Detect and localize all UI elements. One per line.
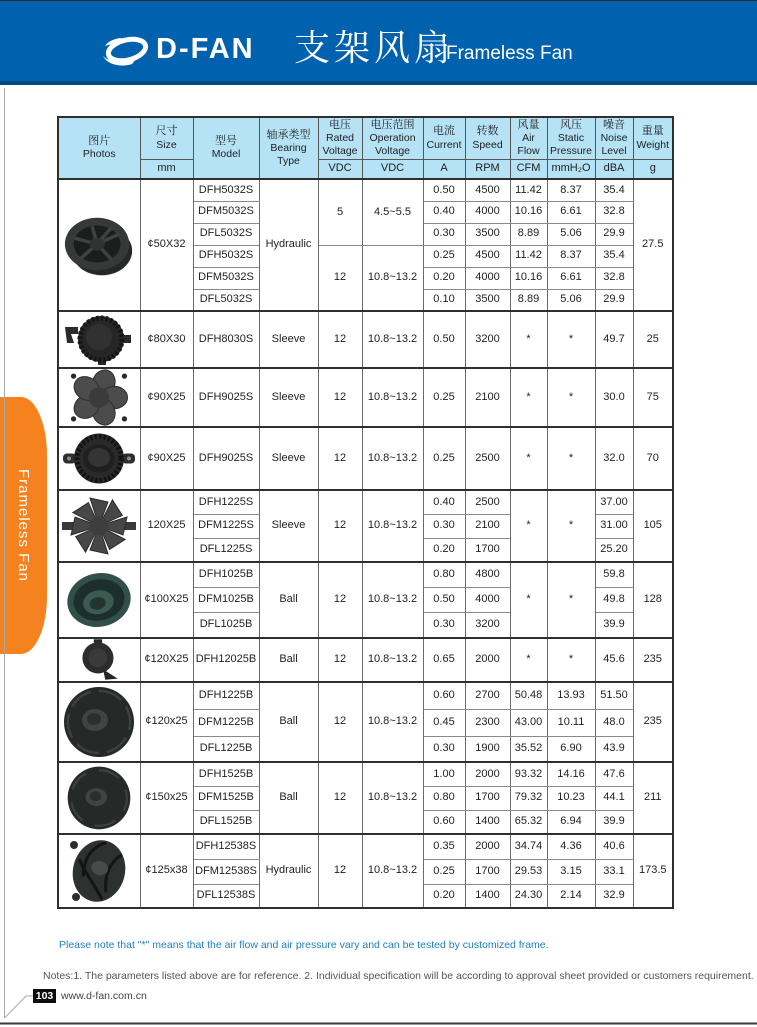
noise-cell: 29.9	[595, 223, 633, 245]
side-tab-label: Frameless Fan	[15, 468, 32, 583]
fan-photo	[58, 834, 140, 908]
airflow-cell: 11.42	[510, 179, 547, 201]
weight-cell: 70	[633, 427, 673, 490]
model-cell: DFM12538S	[193, 859, 259, 884]
noise-cell: 48.0	[595, 709, 633, 736]
model-cell: DFH1225B	[193, 682, 259, 709]
speed-cell: 4500	[465, 179, 510, 201]
voltage-cell: 12	[318, 245, 362, 311]
voltage-range-cell: 10.8~13.2	[362, 834, 423, 908]
model-cell: DFH9025S	[193, 427, 259, 490]
noise-cell: 49.8	[595, 587, 633, 612]
bearing-cell: Hydraulic	[259, 834, 318, 908]
size-cell: ¢120x25	[140, 682, 193, 762]
current-cell: 0.25	[423, 245, 465, 267]
voltage-range-cell: 10.8~13.2	[362, 562, 423, 638]
current-cell: 0.50	[423, 179, 465, 201]
size-cell: ¢150x25	[140, 762, 193, 834]
brand-logo-text: D-FAN	[156, 33, 255, 65]
model-cell: DFH12538S	[193, 834, 259, 859]
current-cell: 0.25	[423, 368, 465, 427]
voltage-cell: 12	[318, 311, 362, 368]
current-cell: 0.50	[423, 587, 465, 612]
current-cell: 0.20	[423, 884, 465, 908]
voltage-range-cell: 10.8~13.2	[362, 245, 423, 311]
header-row	[58, 117, 673, 159]
bearing-cell: Sleeve	[259, 368, 318, 427]
spec-row	[58, 834, 673, 859]
pressure-cell: *	[547, 490, 595, 562]
website-url: www.d-fan.com.cn	[61, 990, 147, 1002]
pressure-cell: 13.93	[547, 682, 595, 709]
speed-cell: 1400	[465, 810, 510, 834]
col-header-size: 尺寸 Size	[140, 117, 193, 159]
airflow-cell: *	[510, 427, 547, 490]
fan-photo	[58, 682, 140, 762]
current-cell: 0.80	[423, 786, 465, 810]
bearing-cell: Sleeve	[259, 427, 318, 490]
speed-cell: 1400	[465, 884, 510, 908]
weight-cell: 105	[633, 490, 673, 562]
size-cell: ¢120X25	[140, 638, 193, 682]
voltage-cell: 12	[318, 427, 362, 490]
spec-row	[58, 562, 673, 587]
page-number-badge: 103	[33, 989, 56, 1003]
noise-cell: 35.4	[595, 245, 633, 267]
voltage-range-cell: 10.8~13.2	[362, 682, 423, 762]
model-cell: DFL5032S	[193, 223, 259, 245]
speed-cell: 2500	[465, 490, 510, 514]
col-header-rated-voltage: 电压 Rated Voltage	[318, 117, 362, 159]
spec-row	[58, 179, 673, 201]
noise-cell: 32.9	[595, 884, 633, 908]
pressure-cell: 5.06	[547, 223, 595, 245]
model-cell: DFM1225B	[193, 709, 259, 736]
airflow-cell: 8.89	[510, 223, 547, 245]
speed-cell: 3200	[465, 311, 510, 368]
noise-cell: 44.1	[595, 786, 633, 810]
weight-cell: 128	[633, 562, 673, 638]
current-cell: 0.40	[423, 201, 465, 223]
spec-row	[58, 490, 673, 514]
speed-cell: 1900	[465, 736, 510, 762]
speed-cell: 4000	[465, 267, 510, 289]
current-cell: 0.30	[423, 514, 465, 538]
pressure-cell: 10.11	[547, 709, 595, 736]
speed-cell: 4800	[465, 562, 510, 587]
size-cell: 120X25	[140, 490, 193, 562]
speed-cell: 1700	[465, 859, 510, 884]
pressure-cell: *	[547, 311, 595, 368]
unit-mmh2o: mmH₂O	[547, 159, 595, 179]
airflow-cell: 10.16	[510, 267, 547, 289]
voltage-range-cell: 10.8~13.2	[362, 311, 423, 368]
noise-cell: 43.9	[595, 736, 633, 762]
bearing-cell: Ball	[259, 562, 318, 638]
spec-row	[58, 682, 673, 709]
pressure-cell: 3.15	[547, 859, 595, 884]
pressure-cell: *	[547, 368, 595, 427]
pressure-cell: 6.90	[547, 736, 595, 762]
airflow-cell: 24.30	[510, 884, 547, 908]
weight-cell: 235	[633, 682, 673, 762]
unit-rpm: RPM	[465, 159, 510, 179]
spec-row	[58, 311, 673, 368]
page-title-english: Frameless Fan	[446, 43, 573, 64]
col-header-model: 型号 Model	[193, 117, 259, 179]
size-cell: ¢80X30	[140, 311, 193, 368]
airflow-cell: 50.48	[510, 682, 547, 709]
noise-cell: 32.8	[595, 267, 633, 289]
fan-photo	[58, 368, 140, 427]
current-cell: 0.40	[423, 490, 465, 514]
voltage-range-cell: 10.8~13.2	[362, 638, 423, 682]
col-header-noise-level: 噪音 Noise Level	[595, 117, 633, 159]
weight-cell: 27.5	[633, 179, 673, 311]
airflow-cell: *	[510, 311, 547, 368]
model-cell: DFM1025B	[193, 587, 259, 612]
pressure-cell: 6.61	[547, 267, 595, 289]
size-cell: ¢90X25	[140, 368, 193, 427]
model-cell: DFH5032S	[193, 179, 259, 201]
speed-cell: 2000	[465, 834, 510, 859]
col-header-static-pressure: 风压 Static Pressure	[547, 117, 595, 159]
bearing-cell: Ball	[259, 638, 318, 682]
noise-cell: 45.6	[595, 638, 633, 682]
current-cell: 0.35	[423, 834, 465, 859]
speed-cell: 3200	[465, 612, 510, 638]
fan-photo	[58, 562, 140, 638]
current-cell: 0.60	[423, 682, 465, 709]
noise-cell: 39.9	[595, 810, 633, 834]
unit-vdc-rated: VDC	[318, 159, 362, 179]
speed-cell: 1700	[465, 538, 510, 562]
voltage-cell: 12	[318, 682, 362, 762]
airflow-cell: 43.00	[510, 709, 547, 736]
voltage-range-cell: 10.8~13.2	[362, 762, 423, 834]
model-cell: DFH1525B	[193, 762, 259, 786]
current-cell: 0.45	[423, 709, 465, 736]
noise-cell: 29.9	[595, 289, 633, 311]
model-cell: DFH12025B	[193, 638, 259, 682]
noise-cell: 40.6	[595, 834, 633, 859]
fan-photo	[58, 638, 140, 682]
weight-cell: 25	[633, 311, 673, 368]
model-cell: DFL1025B	[193, 612, 259, 638]
speed-cell: 2500	[465, 427, 510, 490]
spec-row	[58, 638, 673, 682]
noise-cell: 31.00	[595, 514, 633, 538]
pressure-cell: *	[547, 427, 595, 490]
col-header-operation-voltage: 电压范围 Operation Voltage	[362, 117, 423, 159]
noise-cell: 39.9	[595, 612, 633, 638]
pressure-cell: 5.06	[547, 289, 595, 311]
unit-vdc-operation: VDC	[362, 159, 423, 179]
airflow-cell: 34.74	[510, 834, 547, 859]
speed-cell: 1700	[465, 786, 510, 810]
airflow-cell: *	[510, 562, 547, 638]
airflow-cell: *	[510, 368, 547, 427]
speed-cell: 2000	[465, 762, 510, 786]
airflow-cell: 35.52	[510, 736, 547, 762]
speed-cell: 2300	[465, 709, 510, 736]
col-header-air-flow: 风量 Air Flow	[510, 117, 547, 159]
fan-photo	[58, 490, 140, 562]
pressure-cell: 8.37	[547, 245, 595, 267]
model-cell: DFL5032S	[193, 289, 259, 311]
airflow-cell: *	[510, 490, 547, 562]
speed-cell: 4000	[465, 201, 510, 223]
col-header-photos: 图片 Photos	[58, 117, 140, 179]
airflow-cell: 11.42	[510, 245, 547, 267]
model-cell: DFL1225S	[193, 538, 259, 562]
airflow-cell: 10.16	[510, 201, 547, 223]
reference-notes: Notes:1. The parameters listed above are for reference. 2. Individual specification will be according to approval sheet provided or customers requirement.	[43, 970, 754, 982]
current-cell: 0.25	[423, 859, 465, 884]
pressure-cell: 6.61	[547, 201, 595, 223]
size-cell: ¢125x38	[140, 834, 193, 908]
airflow-cell: 65.32	[510, 810, 547, 834]
bearing-cell: Ball	[259, 682, 318, 762]
fan-photo	[58, 179, 140, 311]
airflow-cell: 29.53	[510, 859, 547, 884]
speed-cell: 2100	[465, 514, 510, 538]
pressure-cell: 6.94	[547, 810, 595, 834]
noise-cell: 49.7	[595, 311, 633, 368]
model-cell: DFH5032S	[193, 245, 259, 267]
weight-cell: 211	[633, 762, 673, 834]
voltage-cell: 12	[318, 562, 362, 638]
unit-mm: mm	[140, 159, 193, 179]
col-header-speed: 转数 Speed	[465, 117, 510, 159]
fan-swoosh-icon	[102, 34, 150, 68]
current-cell: 0.30	[423, 223, 465, 245]
voltage-range-cell: 10.8~13.2	[362, 427, 423, 490]
pressure-cell: *	[547, 638, 595, 682]
voltage-cell: 5	[318, 179, 362, 245]
speed-cell: 4500	[465, 245, 510, 267]
voltage-cell: 12	[318, 368, 362, 427]
noise-cell: 37.00	[595, 490, 633, 514]
model-cell: DFL1225B	[193, 736, 259, 762]
unit-gram: g	[633, 159, 673, 179]
voltage-cell: 12	[318, 834, 362, 908]
voltage-cell: 12	[318, 490, 362, 562]
model-cell: DFM1225S	[193, 514, 259, 538]
weight-cell: 75	[633, 368, 673, 427]
pressure-cell: 4.36	[547, 834, 595, 859]
voltage-cell: 12	[318, 762, 362, 834]
size-cell: ¢50X32	[140, 179, 193, 311]
spec-table	[57, 116, 674, 909]
speed-cell: 3500	[465, 223, 510, 245]
current-cell: 0.10	[423, 289, 465, 311]
noise-cell: 59.8	[595, 562, 633, 587]
current-cell: 0.25	[423, 427, 465, 490]
noise-cell: 25.20	[595, 538, 633, 562]
speed-cell: 2700	[465, 682, 510, 709]
size-cell: ¢90X25	[140, 427, 193, 490]
speed-cell: 2100	[465, 368, 510, 427]
noise-cell: 32.8	[595, 201, 633, 223]
model-cell: DFL1525B	[193, 810, 259, 834]
current-cell: 1.00	[423, 762, 465, 786]
current-cell: 0.50	[423, 311, 465, 368]
pressure-cell: 2.14	[547, 884, 595, 908]
airflow-cell: 8.89	[510, 289, 547, 311]
weight-cell: 235	[633, 638, 673, 682]
spec-row	[58, 762, 673, 786]
pressure-cell: 10.23	[547, 786, 595, 810]
top-banner	[0, 0, 757, 85]
current-cell: 0.20	[423, 538, 465, 562]
airflow-cell: *	[510, 638, 547, 682]
noise-cell: 35.4	[595, 179, 633, 201]
current-cell: 0.80	[423, 562, 465, 587]
spec-row	[58, 427, 673, 490]
pressure-cell: *	[547, 562, 595, 638]
fan-photo	[58, 762, 140, 834]
col-header-bearing-type: 轴承类型 Bearing Type	[259, 117, 318, 179]
bearing-cell: Sleeve	[259, 311, 318, 368]
airflow-cell: 93.32	[510, 762, 547, 786]
voltage-range-cell: 10.8~13.2	[362, 368, 423, 427]
units-row	[58, 159, 673, 179]
noise-cell: 33.1	[595, 859, 633, 884]
current-cell: 0.60	[423, 810, 465, 834]
unit-dba: dBA	[595, 159, 633, 179]
current-cell: 0.20	[423, 267, 465, 289]
spec-row	[58, 368, 673, 427]
current-cell: 0.30	[423, 736, 465, 762]
side-tab-frameless-fan	[0, 397, 47, 654]
voltage-cell: 12	[318, 638, 362, 682]
bearing-cell: Sleeve	[259, 490, 318, 562]
model-cell: DFM5032S	[193, 267, 259, 289]
noise-cell: 30.0	[595, 368, 633, 427]
unit-ampere: A	[423, 159, 465, 179]
model-cell: DFH1225S	[193, 490, 259, 514]
model-cell: DFH9025S	[193, 368, 259, 427]
unit-cfm: CFM	[510, 159, 547, 179]
col-header-current: 电流 Current	[423, 117, 465, 159]
speed-cell: 2000	[465, 638, 510, 682]
noise-cell: 47.6	[595, 762, 633, 786]
asterisk-note: Please note that "*" means that the air flow and air pressure vary and can be tested by customized frame.	[59, 939, 549, 951]
noise-cell: 51.50	[595, 682, 633, 709]
model-cell: DFL12538S	[193, 884, 259, 908]
page-title-chinese: 支架风扇	[294, 27, 455, 68]
pressure-cell: 8.37	[547, 179, 595, 201]
model-cell: DFH8030S	[193, 311, 259, 368]
noise-cell: 32.0	[595, 427, 633, 490]
speed-cell: 4000	[465, 587, 510, 612]
pressure-cell: 14.16	[547, 762, 595, 786]
airflow-cell: 79.32	[510, 786, 547, 810]
bearing-cell: Ball	[259, 762, 318, 834]
model-cell: DFH1025B	[193, 562, 259, 587]
voltage-range-cell: 4.5~5.5	[362, 179, 423, 245]
size-cell: ¢100X25	[140, 562, 193, 638]
model-cell: DFM1525B	[193, 786, 259, 810]
bearing-cell: Hydraulic	[259, 179, 318, 311]
current-cell: 0.30	[423, 612, 465, 638]
voltage-range-cell: 10.8~13.2	[362, 490, 423, 562]
weight-cell: 173.5	[633, 834, 673, 908]
col-header-weight: 重量 Weight	[633, 117, 673, 159]
model-cell: DFM5032S	[193, 201, 259, 223]
speed-cell: 3500	[465, 289, 510, 311]
fan-photo	[58, 311, 140, 368]
current-cell: 0.65	[423, 638, 465, 682]
fan-photo	[58, 427, 140, 490]
banner-accent-stripe	[0, 81, 757, 85]
